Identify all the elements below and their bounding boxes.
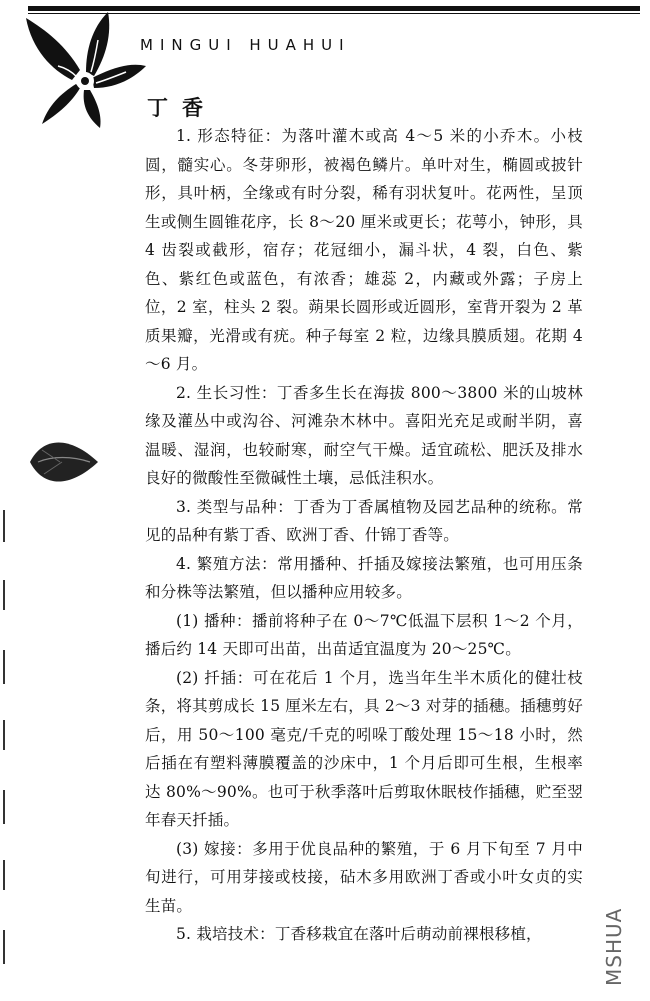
paragraph-grafting: (3) 嫁接：多用于优良品种的繁殖，于 6 月下旬至 7 月中旬进行，可用芽接或枝接，砧木多用欧洲丁香或小叶女贞的实生苗。	[145, 839, 583, 915]
paragraph-habit: 2. 生长习性：丁香多生长在海拔 800～3800 米的山坡林缘及灌丛中或沟谷、河滩杂木林中。喜阳光充足或耐半阴，喜温暖、湿润，也较耐寒，耐空气干燥。适宜疏松、肥沃及排水良好的微酸性至微碱性土壤，忌低洼积水。	[145, 383, 583, 487]
body-text	[145, 122, 583, 949]
watermark: MSHUA	[602, 907, 626, 986]
paragraph-varieties: 3. 类型与品种：丁香为丁香属植物及园艺品种的统称。常见的品种有紫丁香、欧洲丁香、什锦丁香等。	[145, 497, 583, 544]
paragraph-propagation: 4. 繁殖方法：常用播种、扦插及嫁接法繁殖，也可用压条和分株等法繁殖，但以播种应用较多。	[145, 554, 583, 601]
paragraph-cultivation: 5. 栽培技术：丁香移栽宜在落叶后萌动前裸根移植，	[176, 925, 542, 943]
paragraph-sowing: (1) 播种：播前将种子在 0～7℃低温下层积 1～2 个月，播后约 14 天即可出苗，出苗适宜温度为 20～25℃。	[145, 611, 583, 658]
orchid-flower-icon	[22, 10, 150, 128]
section-title: 丁香	[147, 95, 217, 120]
paragraph-morphology: 1. 形态特征：为落叶灌木或高 4～5 米的小乔木。小枝圆，髓实心。冬芽卵形，被褐色鳞片。单叶对生，椭圆或披针形，具叶柄，全缘或有时分裂，稀有羽状复叶。花两性，呈顶生或侧生圆锥花序，长 8～20 厘米或更长；花萼小，钟形，具 4 齿裂或截形，宿存；花冠细小，漏斗状，4 裂，白色、紫色、紫红色或蓝色，有浓香；雄蕊 2，内藏或外露；子房上位，2 室，柱头 2 裂。蒴果长圆形或近圆形，室背开裂为 2 革质果瓣，光滑或有疣。种子每室 2 粒，边缘具膜质翅。花期 4～6 月。	[145, 127, 583, 373]
leaf-bud-icon	[28, 432, 100, 492]
running-head: MINGUI HUAHUI	[140, 36, 351, 54]
margin-binding-marks	[2, 510, 8, 1000]
paragraph-cutting: (2) 扦插：可在花后 1 个月，选当年生半木质化的健壮枝条，将其剪成长 15 厘米左右，具 2～3 对芽的插穗。插穗剪好后，用 50～100 毫克/千克的吲哚丁酸处理 15～18 小时，然后插在有塑料薄膜覆盖的沙床中，1 个月后即可生根，生根率达 80%～90%。也可于秋季落叶后剪取休眠枝作插穗，贮至翌年春天扦插。	[145, 668, 583, 829]
